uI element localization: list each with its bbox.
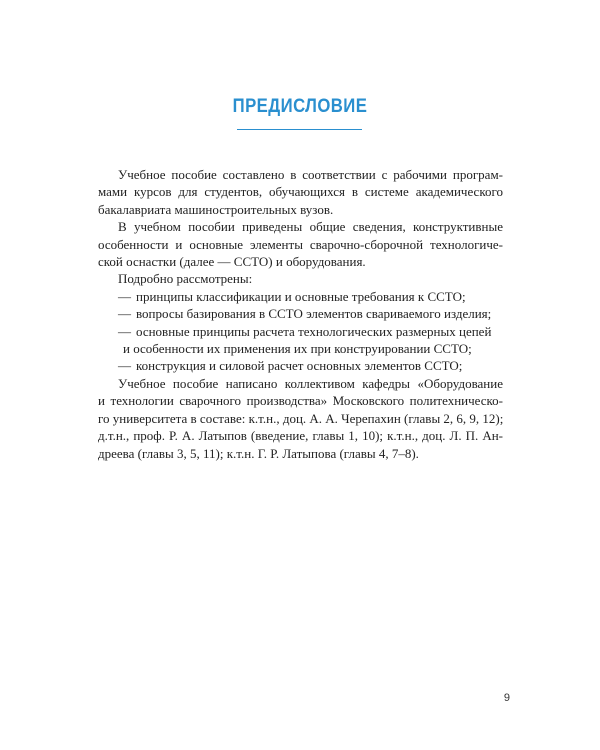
- para3-line: Подробно рассмотрены:: [118, 271, 253, 287]
- list-item: [98, 305, 503, 322]
- list-item-text: конструкция и силовой расчет основных элементов ССТО;: [136, 358, 463, 374]
- para2-line3: ской оснастки (далее — ССТО) и оборудования.: [98, 254, 366, 270]
- list-dash: —: [118, 288, 131, 304]
- list-dash: —: [118, 323, 131, 339]
- list-dash: —: [118, 306, 131, 322]
- list-item: [98, 357, 503, 374]
- list-item-continuation: и особенности их применения их при конструировании ССТО;: [123, 341, 472, 357]
- list-item-text: основные принципы расчета технологических размерных цепей: [136, 323, 492, 339]
- para4-line4: д.т.н., проф. Р. А. Латыпов (введение, главы 1, 10); к.т.н., доц. Л. П. Ан-: [98, 428, 503, 444]
- para2-line2: особенности и основные элементы сварочно-сборочной технологиче-: [98, 236, 503, 252]
- title-underline: [237, 129, 362, 130]
- para1-line3: бакалавриата машиностроительных вузов.: [98, 201, 334, 217]
- page-number: 9: [503, 692, 510, 704]
- list-item: [98, 323, 503, 340]
- list-item: [98, 288, 503, 305]
- para4-line2: и технологии сварочного производства» Московского политехническо-: [98, 393, 503, 409]
- preface-body: [98, 166, 503, 462]
- para4-line1: Учебное пособие написано коллективом кафедры «Оборудование: [118, 375, 503, 391]
- list-item-text: принципы классификации и основные требования к ССТО;: [136, 288, 466, 304]
- para4-line5: дреева (главы 3, 5, 11); к.т.н. Г. Р. Латыпова (главы 4, 7–8).: [98, 445, 419, 461]
- list-dash: —: [118, 358, 131, 374]
- list-item-text: вопросы базирования в ССТО элементов свариваемого изделия;: [136, 306, 492, 322]
- para2-line1: В учебном пособии приведены общие сведения, конструктивные: [118, 219, 503, 235]
- para4-line3: го университета в составе: к.т.н., доц. А. А. Черепахин (главы 2, 6, 9, 12);: [98, 410, 504, 426]
- para1-line1: Учебное пособие составлено в соответствии с рабочими програм-: [118, 167, 503, 182]
- page-title: ПРЕДИСЛОВИЕ: [232, 96, 368, 117]
- para1-line2: мами курсов для студентов, обучающихся в системе академического: [98, 184, 503, 200]
